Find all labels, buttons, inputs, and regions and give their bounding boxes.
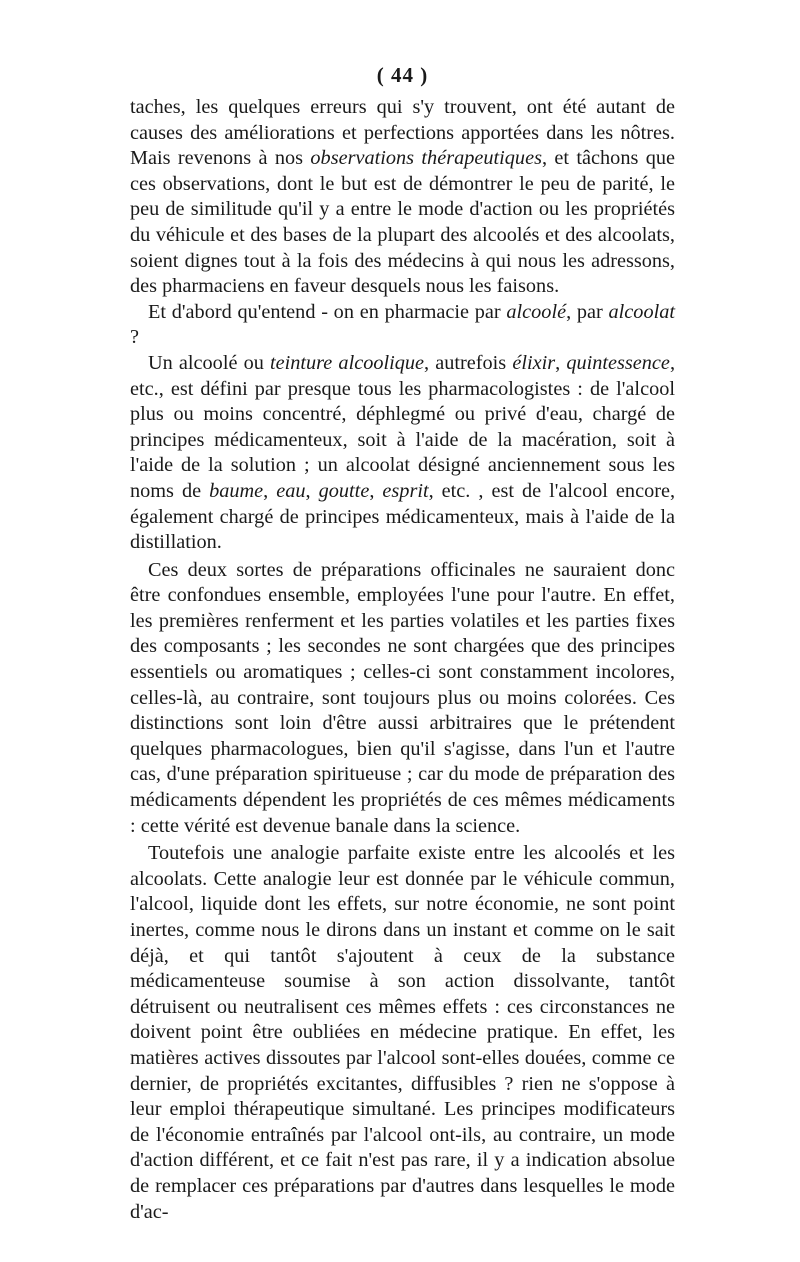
paragraph-2-segment: alcoolé [506,300,567,323]
paragraph-2-segment: Et d'abord qu'entend - on en pharmacie par [148,300,507,323]
page-number: ( 44 ) [376,63,429,87]
paragraph-3-segment: goutte [318,479,370,502]
paragraph-1-segment: , et tâchons que ces observations, dont le but est de démontrer le peu de parité, le peu de similitude qu'il y a entre le mode d'action ou les propriétés du véhicule et des bases de la plupart des alcoolés et des alcoolats, soient dignes tout à la fois des médecins à qui nous les adressons, des pharmaciens en faveur desquels nous les faisons. [130,147,676,298]
paragraph-3-segment: , [305,479,319,502]
paragraph-3-segment: eau [276,479,306,502]
document-page [130,58,675,1225]
paragraph-3 [130,351,675,556]
paragraph-5-segment: Toutefois une analogie parfaite existe entre les alcoolés et les alcoolats. Cette analogie leur est donnée par le véhicule commun, l'alcool, liquide dont les effets, sur notre économie, ne sont point inertes, comme nous le dirons dans un instant et comme on le sait déjà, et qui tantôt s'ajoutent à ceux de la substance médicamenteuse soumise à son action dissolvante, tantôt détruisent ou neutralisent ces mêmes effets : ces circonstances ne doivent point être oubliées en médecine pratique. En effet, les matières actives dissoutes par l'alcool sont-elles douées, comme ce dernier, de propriétés excitantes, diffusibles ? rien ne s'oppose à leur emploi thérapeutique simultané. Les principes modificateurs de l'économie entraînés par l'alcool ont-ils, au contraire, un mode d'action différent, et ce fait n'est pas rare, il y a indication absolue de remplacer ces préparations par d'autres dans lesquelles le mode d'ac- [130,842,675,1223]
paragraph-2-segment: , par [566,300,609,323]
paragraph-1 [130,95,675,300]
paragraph-3-segment: , [555,351,567,374]
paragraph-3-segment: teinture alcoolique [269,351,425,374]
paragraph-3-segment: esprit [382,479,429,502]
paragraph-3-segment: , [263,479,277,502]
paragraph-3-segment: , etc., est défini par presque tous les pharmacologistes : de l'alcool plus ou moins concentré, déphlegmé ou privé d'eau, chargé de principes médicamenteux, soit à l'aide de la macération, soit à l'aide de la solution ; un alcoolat désigné anciennement sous les noms de [130,351,676,502]
paragraph-1-segment: taches, les quelques erreurs qui s'y trouvent, ont été autant de causes des améliorations et perfections apportées dans les nôtres. Mais revenons à nos [130,96,675,170]
paragraph-3-segment: , [369,479,383,502]
paragraph-2 [130,300,675,351]
paragraph-4-segment: Ces deux sortes de préparations officinales ne sauraient donc être confondues ensemble, employées l'une pour l'autre. En effet, les premières renferment et les parties volatiles et les parties fixes des composants ; les secondes ne sont chargées que des principes essentiels ou aromatiques ; celles-ci sont constamment incolores, celles-là, au contraire, sont toujours plus ou moins colorées. Ces distinctions sont loin d'être aussi arbitraires que le prétendent quelques pharmacologues, bien qu'il s'agisse, dans l'un et l'autre cas, d'une préparation spiritueuse ; car du mode de préparation des médicaments dépendent les propriétés de ces mêmes médicaments : cette vérité est devenue banale dans la science. [130,558,675,837]
paragraph-2-segment: alcoolat [608,300,675,323]
paragraph-2-segment: ? [130,326,140,349]
paragraph-3-segment: , etc. , est de l'alcool encore, également chargé de principes médicamenteux, mais à l'aide de la distillation. [130,479,676,554]
paragraph-3-segment: baume [209,479,264,502]
paragraph-1-segment: observations thérapeutiques [310,147,542,170]
paragraph-3-segment: quintessence [566,351,670,374]
paragraph-4 [130,558,675,840]
paragraph-5 [130,841,675,1225]
paragraph-3-segment: élixir [512,351,556,374]
paragraph-3-segment: Un alcoolé ou [148,351,270,374]
paragraph-3-segment: , autrefois [424,351,513,374]
